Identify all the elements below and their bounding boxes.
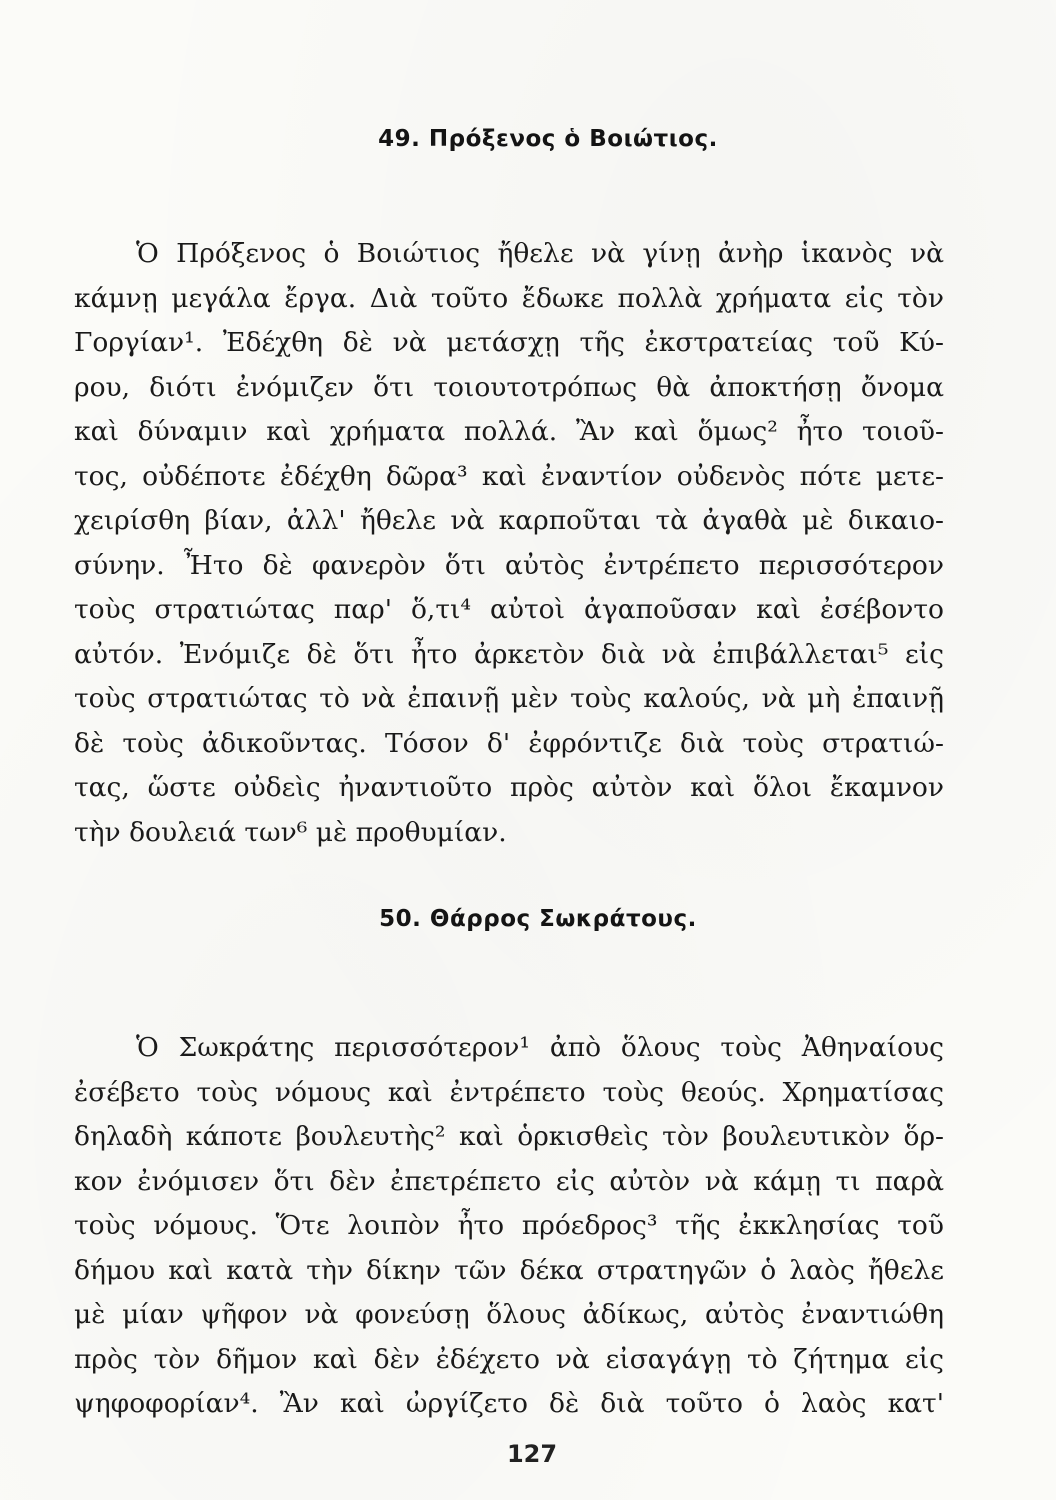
paragraph-line: Ὁ Πρόξενος ὁ Βοιώτιος ἤθελε νὰ γίνῃ ἀνὴρ ἱκανὸς νὰ: [136, 238, 944, 269]
paragraph-line: τὴν δουλειά των⁶ μὲ προθυμίαν.: [74, 816, 507, 848]
paragraph-line: σύνην. Ἦτο δὲ φανερὸν ὅτι αὐτὸς ἐντρέπετο περισσότερον: [74, 549, 944, 581]
paragraph-line: ρου, διότι ἐνόμιζεν ὅτι τοιουτοτρόπως θὰ ἀποκτήσῃ ὄνομα: [74, 371, 944, 403]
section-49-paragraph: [74, 232, 944, 855]
paragraph-line: τας, ὥστε οὐδεὶς ἠναντιοῦτο πρὸς αὐτὸν καὶ ὅλοι ἔκαμνον: [74, 772, 944, 803]
paragraph-line: κάμνῃ μεγάλα ἔργα. Διὰ τοῦτο ἔδωκε πολλὰ χρήματα εἰς τὸν: [74, 282, 944, 314]
paragraph-line: δὲ τοὺς ἀδικοῦντας. Τόσον δ' ἐφρόντιζε διὰ τοὺς στρατιώ-: [74, 727, 944, 759]
paragraph-line: καὶ δύναμιν καὶ χρήματα πολλά. Ἂν καὶ ὅμως² ἦτο τοιοῦ-: [74, 416, 944, 447]
paragraph-line: τος, οὐδέποτε ἐδέχθη δῶρα³ καὶ ἐναντίον οὐδενὸς πότε μετε-: [74, 460, 944, 492]
paragraph-line: ψηφοφορίαν⁴. Ἂν καὶ ὠργίζετο δὲ διὰ τοῦτο ὁ λαὸς κατ': [74, 1388, 944, 1419]
paragraph-line: πρὸς τὸν δῆμον καὶ δὲν ἐδέχετο νὰ εἰσαγάγῃ τὸ ζήτημα εἰς: [74, 1343, 944, 1375]
paragraph-line: τοὺς στρατιώτας παρ' ὅ,τι⁴ αὐτοὶ ἀγαποῦσαν καὶ ἐσέβοντο: [74, 594, 944, 625]
section-heading-49: 49. Πρόξενος ὁ Βοιώτιος.: [378, 126, 718, 152]
paragraph-line: μὲ μίαν ψῆφον νὰ φονεύσῃ ὅλους ἀδίκως, αὐτὸς ἐναντιώθη: [74, 1299, 944, 1330]
section-50-paragraph: [74, 1026, 944, 1427]
paragraph-line: τοὺς στρατιώτας τὸ νὰ ἐπαινῇ μὲν τοὺς καλούς, νὰ μὴ ἐπαινῇ: [74, 683, 944, 714]
paragraph-line: τοὺς νόμους. Ὅτε λοιπὸν ἦτο πρόεδρος³ τῆς ἐκκλησίας τοῦ: [74, 1210, 944, 1241]
paragraph-line: Γοργίαν¹. Ἐδέχθη δὲ νὰ μετάσχῃ τῆς ἐκστρατείας τοῦ Κύ-: [74, 327, 944, 358]
paragraph-line: Ὁ Σωκράτης περισσότερον¹ ἀπὸ ὅλους τοὺς Ἀθηναίους: [136, 1032, 944, 1063]
paragraph-line: δήμου καὶ κατὰ τὴν δίκην τῶν δέκα στρατηγῶν ὁ λαὸς ἤθελε: [74, 1254, 944, 1286]
page-number: 127: [506, 1440, 558, 1468]
section-heading-50: 50. Θάρρος Σωκράτους.: [379, 906, 697, 932]
paragraph-line: δηλαδὴ κάποτε βουλευτὴς² καὶ ὁρκισθεὶς τὸν βουλευτικὸν ὅρ-: [74, 1121, 944, 1152]
paragraph-line: αὐτόν. Ἐνόμιζε δὲ ὅτι ἦτο ἀρκετὸν διὰ νὰ ἐπιβάλλεται⁵ εἰς: [74, 638, 944, 670]
paragraph-line: χειρίσθη βίαν, ἀλλ' ἤθελε νὰ καρποῦται τὰ ἀγαθὰ μὲ δικαιο-: [74, 505, 944, 536]
paragraph-line: ἐσέβετο τοὺς νόμους καὶ ἐντρέπετο τοὺς θεούς. Χρηματίσας: [74, 1076, 944, 1108]
paragraph-line: κον ἐνόμισεν ὅτι δὲν ἐπετρέπετο εἰς αὐτὸν νὰ κάμῃ τι παρὰ: [74, 1165, 944, 1197]
